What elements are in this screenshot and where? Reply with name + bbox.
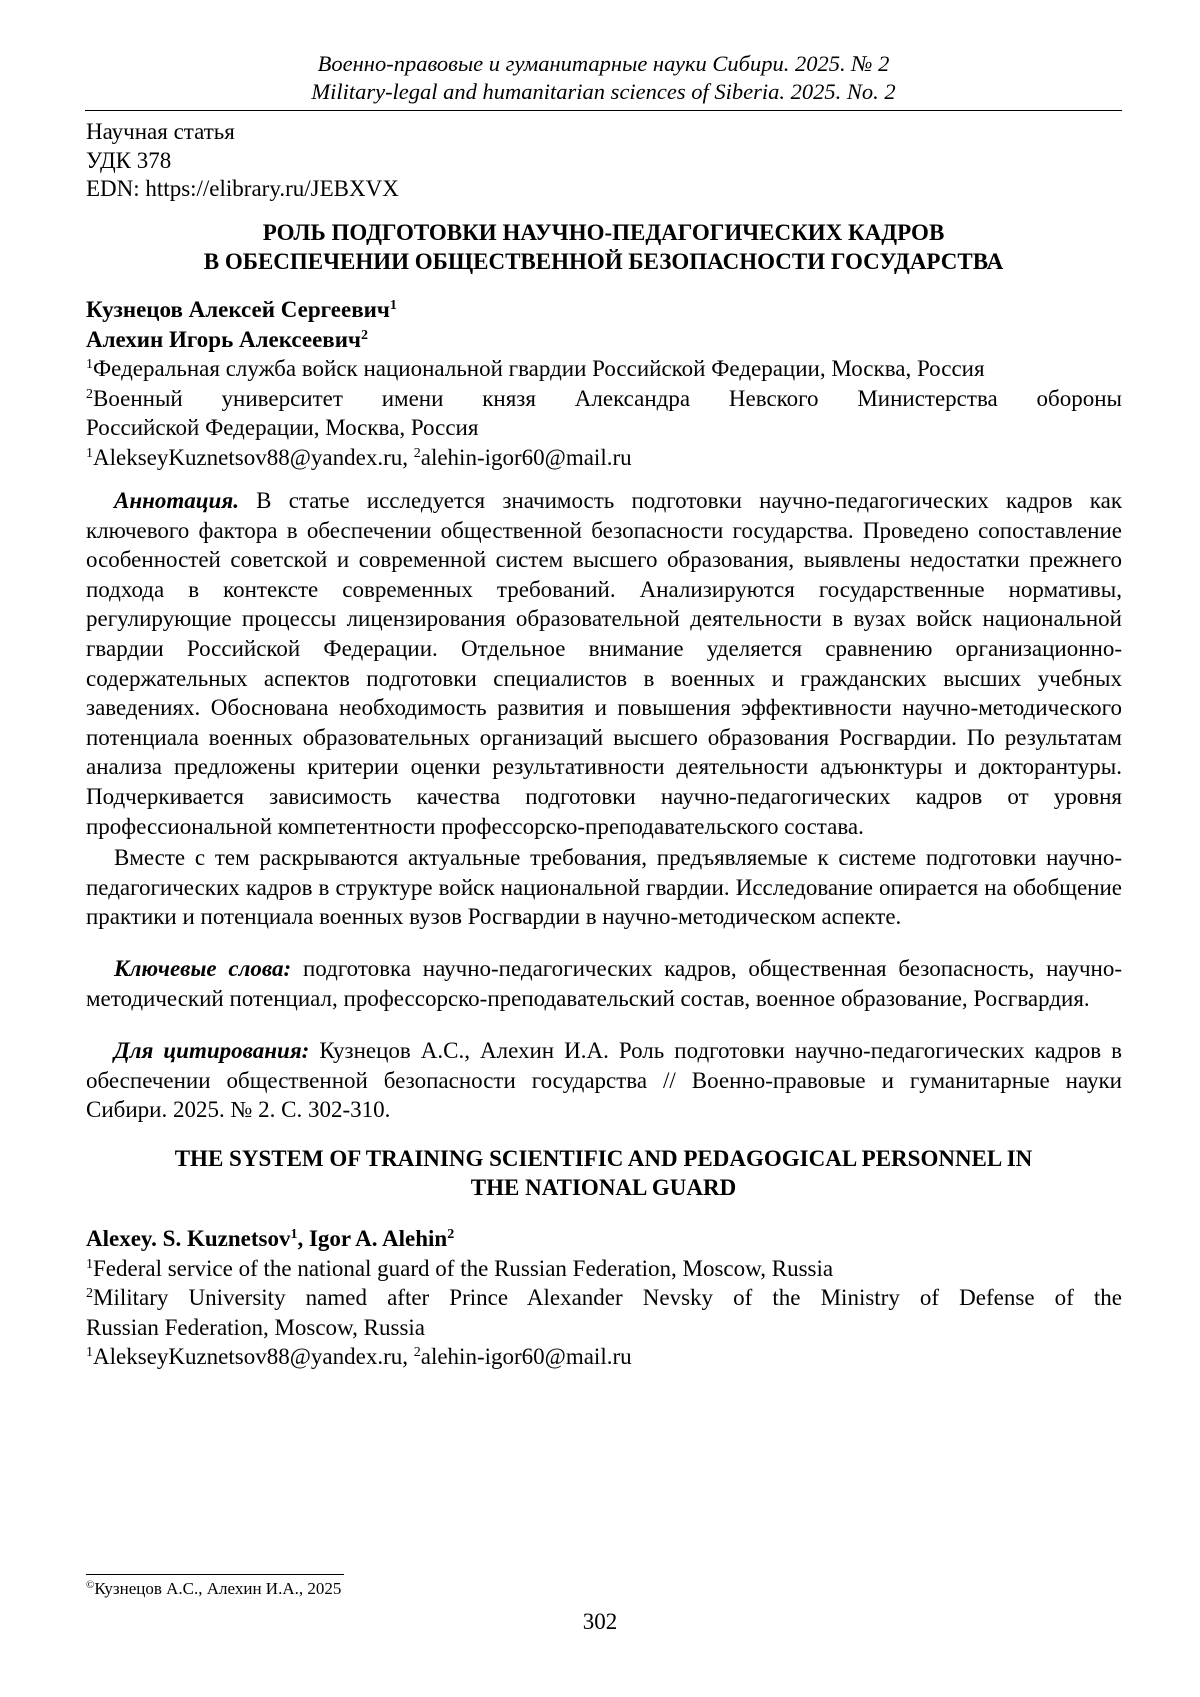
authors-ru <box>86 295 1122 472</box>
emails-en: $^1$AlekseyKuznetsov88@yandex.ru, $^2$alehin-igor60@mail.ru <box>86 1344 632 1369</box>
email-1-en[interactable]: AlekseyKuznetsov88@yandex.ru, <box>93 1344 408 1369</box>
copyright-footnote: ©Кузнецов А.С., Алехин И.А., 2025 <box>86 1579 342 1598</box>
copyright-symbol: © <box>86 1579 95 1591</box>
affiliation-1-ru: $^1$Федеральная служба войск национальной гвардии Российской Федерации, Москва, Россия <box>86 356 985 381</box>
edn-link[interactable]: EDN: https://elibrary.ru/JEBXVX <box>86 176 399 201</box>
abstract-label: Аннотация. <box>114 488 239 513</box>
email-1[interactable]: AlekseyKuznetsov88@yandex.ru, <box>93 444 408 470</box>
keywords-ru: Ключевые слова: подготовка научно-педагогических кадров, общественная безопасность, научно-методический потенциал, профессорско-преподавательский состав, военное образование, Росгвардия. <box>86 956 1123 1011</box>
affiliation-2-en-line1: $^2$Military University named after Prince Alexander Nevsky of the Ministry of Defense of the <box>86 1285 1122 1310</box>
keywords-label: Ключевые слова: <box>114 956 292 981</box>
authors-en <box>86 1224 1122 1372</box>
udc-code: УДК 378 <box>86 147 172 173</box>
abstract-paragraph-1: Аннотация. В статье исследуется значимость подготовки научно-педагогических кадров как ключевого фактора в обеспечении общественной безопасности государства. Проведено сопоставление особенностей советской и современной систем высшего образования, выявлены недостатки прежнего подхода в контексте современных требований. Анализируются государственные нормативы, регулирующие процессы лицензирования образовательной деятельности в вузах войск национальной гвардии Российской Федерации. Отдельное внимание уделяется сравнению организационно-содержательных аспектов подготовки специалистов в военных и гражданских высших учебных заведениях. Обоснована необходимость развития и повышения эффективности научно-методического потенциала военных образовательных организаций высшего образования Росгвардии. По результатам анализа предложены критерии оценки результативности деятельности адъюнктуры и докторантуры. Подчеркивается зависимость качества подготовки научно-педагогических кадров от уровня профессиональной компетентности профессорско-преподавательского состава. <box>86 488 1123 839</box>
email-2[interactable]: alehin-igor60@mail.ru <box>420 444 632 470</box>
authors-en-line: Alexey. S. Kuznetsov$^1$, Igor A. Alehin$^2$ <box>86 1226 455 1251</box>
title-ru-line2: В ОБЕСПЕЧЕНИИ ОБЩЕСТВЕННОЙ БЕЗОПАСНОСТИ ГОСУДАРСТВА <box>203 249 1004 274</box>
running-header-en: Military-legal and humanitarian sciences of Siberia. 2025. No. 2 <box>311 79 896 104</box>
article-meta <box>86 118 399 204</box>
header-divider <box>85 110 1122 111</box>
title-en <box>85 1144 1122 1202</box>
affiliation-2-ru-line1: $^2$Военный университет имени князя Александра Невского Министерства обороны <box>86 385 1122 411</box>
author-1-ru: Кузнецов Алексей Сергеевич$^1$ <box>86 297 397 322</box>
abstract-paragraph-2: Вместе с тем раскрываются актуальные требования, предъявляемые к системе подготовки научно-педагогических кадров в структуре войск национальной гвардии. Исследование опирается на обобщение практики и потенциала военных вузов Росгвардии в научно-методическом аспекте. <box>86 845 1122 930</box>
affiliation-2-en-line2: Russian Federation, Moscow, Russia <box>86 1314 426 1340</box>
footnote-divider <box>86 1574 344 1575</box>
author-2-ru: Алехин Игорь Алексеевич$^2$ <box>86 326 368 352</box>
citation-ru: Для цитирования: Кузнецов А.С., Алехин И.А. Роль подготовки научно-педагогических кадров в обеспечении общественной безопасности государства // Военно-правовые и гуманитарные науки Сибири. 2025. № 2. С. 302-310. <box>86 1038 1122 1123</box>
title-en-line2: THE NATIONAL GUARD <box>470 1175 737 1200</box>
emails-ru: $^1$AlekseyKuznetsov88@yandex.ru, $^2$alehin-igor60@mail.ru <box>86 444 632 470</box>
email-2-en[interactable]: alehin-igor60@mail.ru <box>420 1344 632 1369</box>
running-header <box>85 50 1122 106</box>
running-header-ru: Военно-правовые и гуманитарные науки Сибири. 2025. № 2 <box>317 51 890 76</box>
page-number: 302 <box>582 1609 618 1634</box>
title-en-line1: THE SYSTEM OF TRAINING SCIENTIFIC AND PEDAGOGICAL PERSONNEL IN <box>174 1146 1033 1171</box>
affiliation-1-en: $^1$Federal service of the national guard of the Russian Federation, Moscow, Russia <box>86 1255 834 1281</box>
affiliation-2-ru-line2: Российской Федерации, Москва, Россия <box>86 415 479 440</box>
article-type: Научная статья <box>86 119 235 144</box>
title-ru-line1: РОЛЬ ПОДГОТОВКИ НАУЧНО-ПЕДАГОГИЧЕСКИХ КАДРОВ <box>262 220 945 245</box>
citation-label: Для цитирования: <box>114 1038 310 1063</box>
title-ru <box>85 218 1122 276</box>
